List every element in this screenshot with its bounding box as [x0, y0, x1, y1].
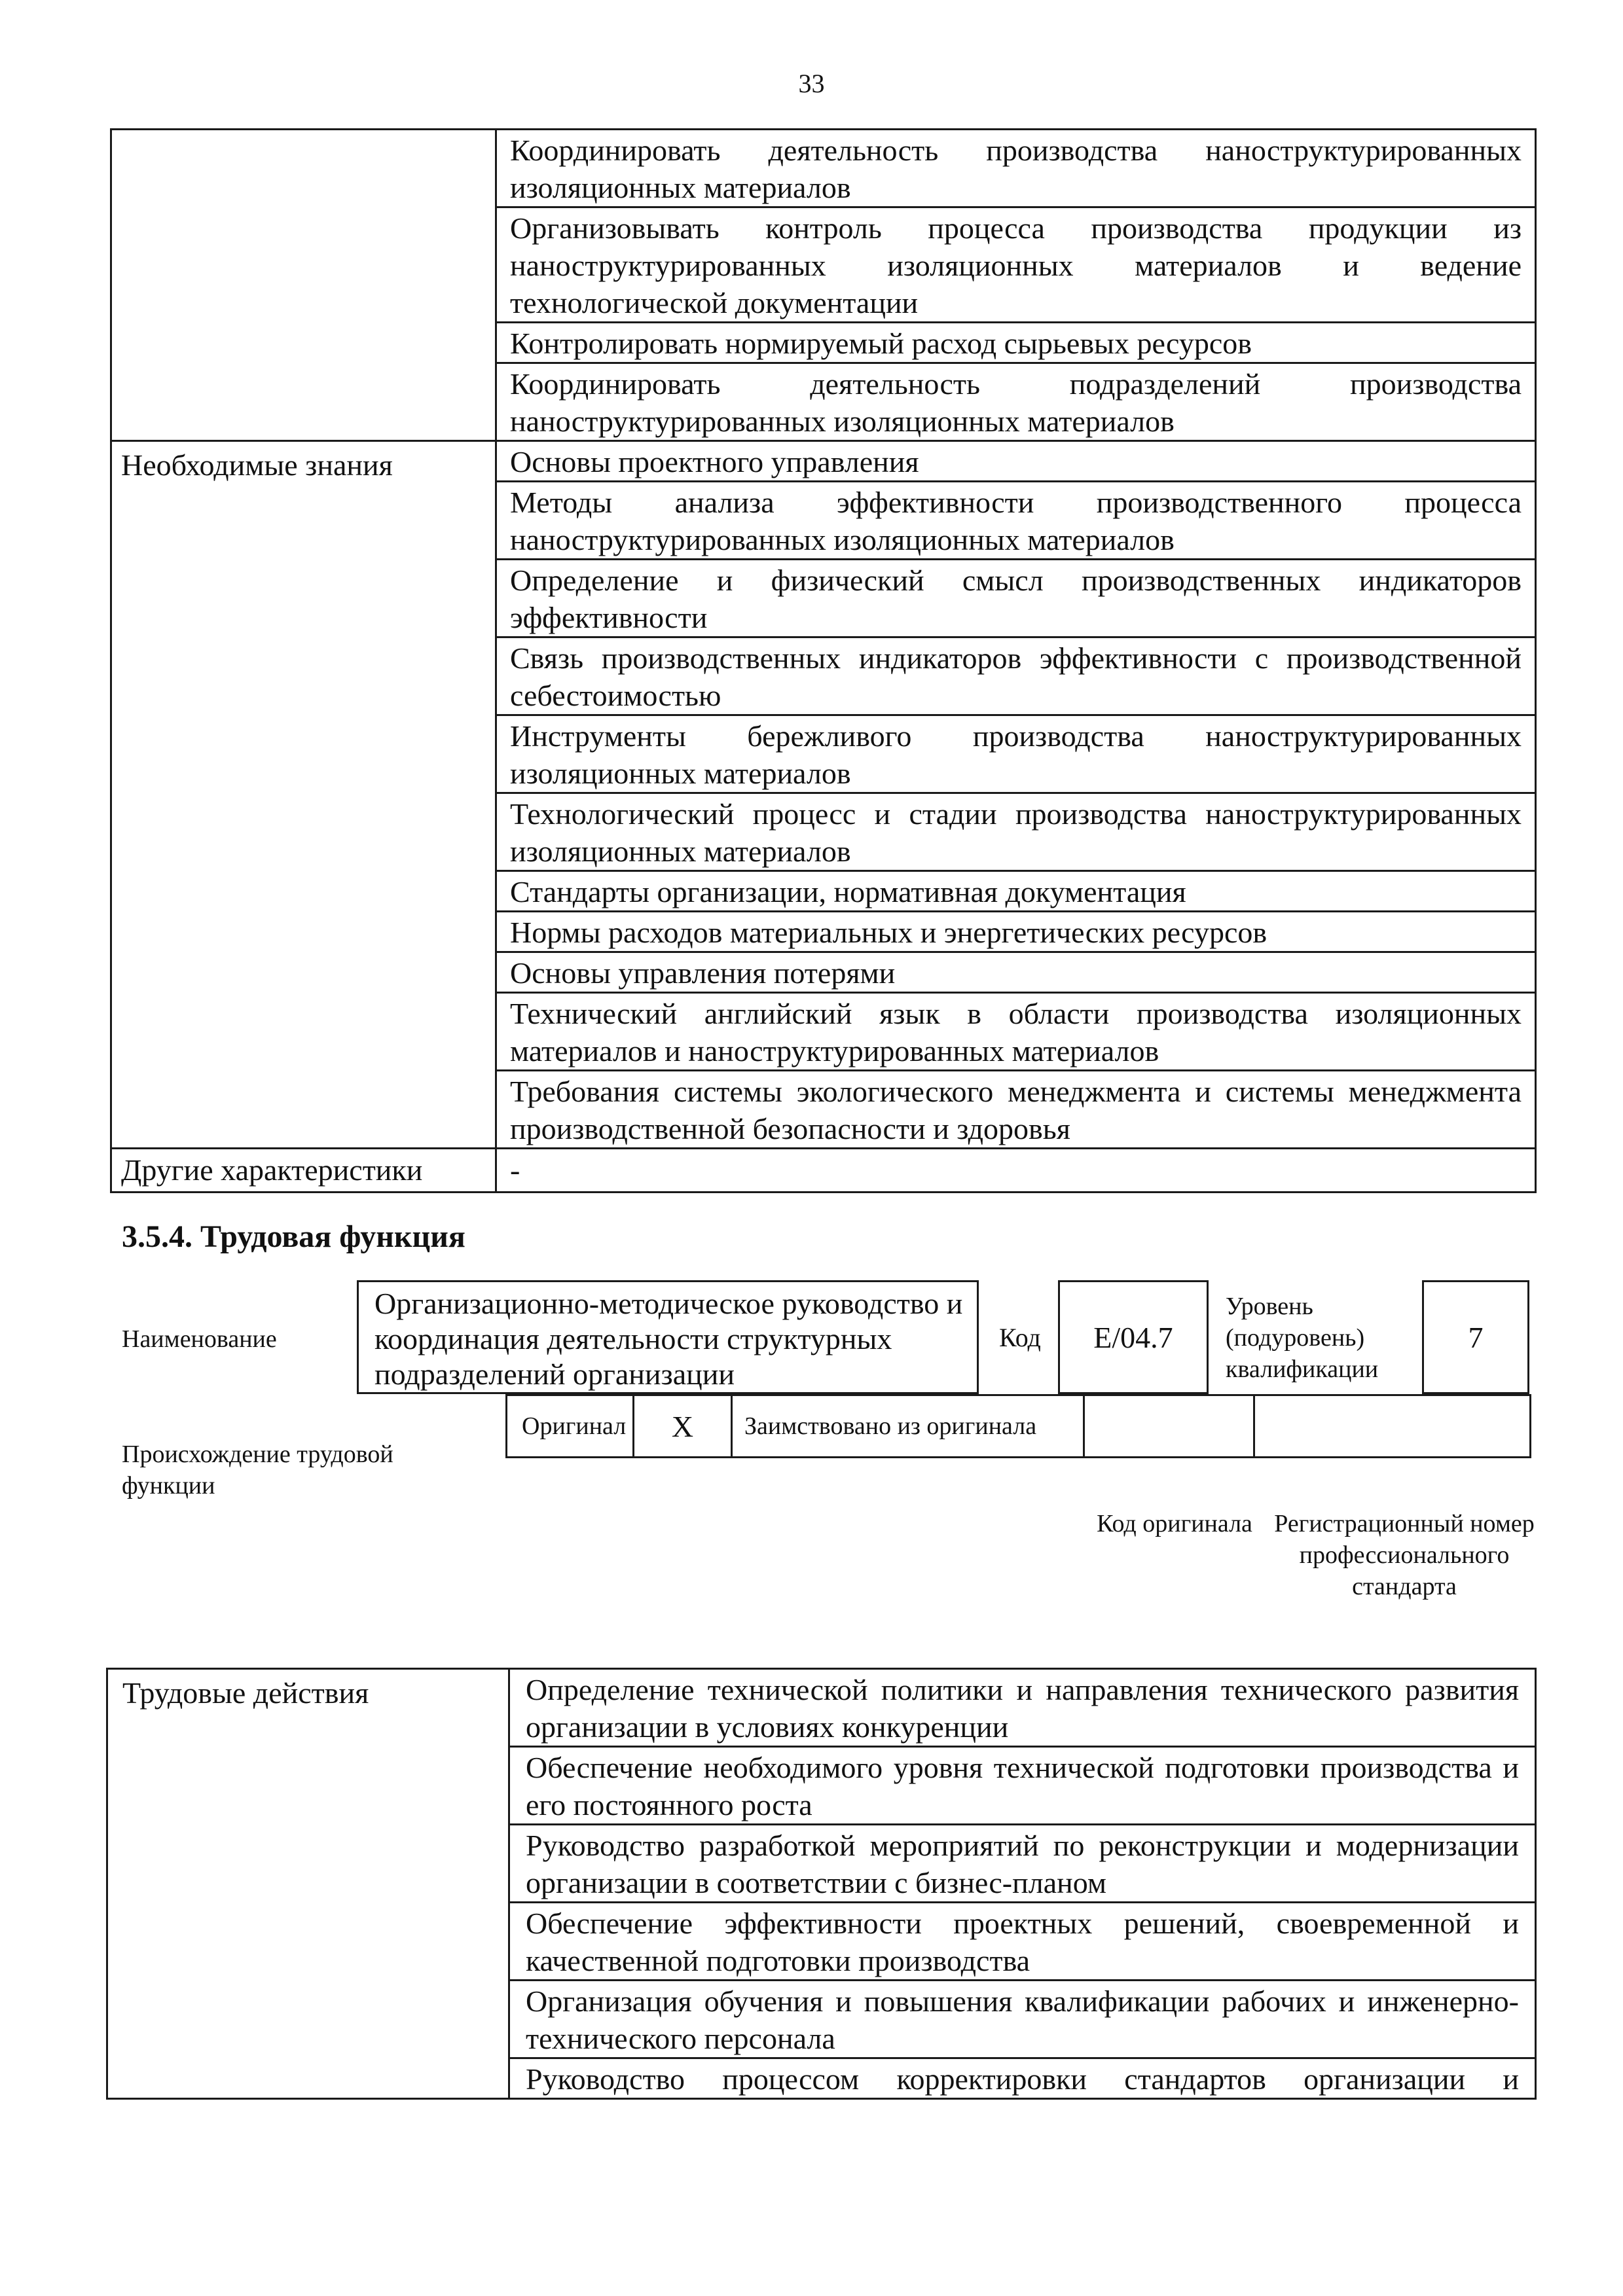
list-item: Требования системы экологического менеджмента и системы менеджмента производственной безопасности и здоровья: [510, 1075, 1522, 1145]
origin-mark: X: [634, 1395, 732, 1458]
list-item: Координировать деятельность подразделений производства наноструктурированных изоляционных материалов: [510, 367, 1522, 438]
list-item: Обеспечение эффективности проектных решений, своевременной и качественной подготовки производства: [510, 1903, 1535, 1981]
list-item: Технологический процесс и стадии производства наноструктурированных изоляционных материалов: [497, 794, 1535, 872]
list-item: Определение и физический смысл производственных индикаторов эффективности: [497, 560, 1535, 638]
list-item: Стандарты организации, нормативная документация: [497, 872, 1535, 912]
function-name-box: Организационно-методическое руководство и координация деятельности структурных подразделений организации: [357, 1280, 979, 1394]
list-item: Основы проектного управления: [497, 442, 1535, 482]
list-item: Технический английский язык в области производства изоляционных материалов и наноструктурированных материалов: [497, 994, 1535, 1071]
list-item: Определение технической политики и направления технического развития организации в условиях конкуренции: [510, 1670, 1535, 1748]
list-item: Нормы расходов материальных и энергетических ресурсов: [497, 912, 1535, 953]
list-item: Организовывать контроль процесса производства продукции из наноструктурированных изоляционных материалов и ведение технологической документации: [497, 208, 1535, 323]
origin-reg-cell: [1254, 1395, 1531, 1458]
level-label: Уровень (подуровень) квалификации: [1226, 1293, 1379, 1383]
other-row: [111, 1149, 1536, 1193]
list-item: Инструменты бережливого производства наноструктурированных изоляционных материалов: [497, 716, 1535, 794]
list-item: Организация обучения и повышения квалификации рабочих и инженерно-технического персонала: [510, 1981, 1535, 2059]
origin-reg-caption: Регистрационный номер профессионального стандарта: [1274, 1510, 1535, 1600]
list-item: Контролировать нормируемый расход сырьевых ресурсов: [497, 323, 1535, 364]
origin-table: [505, 1394, 1531, 1458]
skills-list: [496, 130, 1536, 441]
actions-list: [509, 1669, 1536, 2099]
list-item: Основы управления потерями: [497, 953, 1535, 994]
origin-label: Происхождение трудовой функции: [122, 1441, 393, 1499]
origin-original: Оригинал: [507, 1395, 634, 1458]
origin-code-caption: Код оригинала: [1097, 1510, 1252, 1537]
knowledge-row: [111, 441, 1536, 1149]
list-item: Обеспечение необходимого уровня технической подготовки производства и его постоянного роста: [510, 1748, 1535, 1825]
labor-actions-table: [106, 1668, 1537, 2100]
page-number: 33: [798, 69, 825, 98]
list-item: Координировать деятельность производства наноструктурированных изоляционных материалов: [497, 130, 1535, 208]
origin-borrowed: Заимствовано из оригинала: [732, 1395, 1084, 1458]
actions-row: [107, 1669, 1536, 2099]
list-item: Связь производственных индикаторов эффективности с производственной себестоимостью: [497, 638, 1535, 716]
name-label: Наименование: [122, 1325, 277, 1353]
code-value-box: E/04.7: [1058, 1280, 1209, 1394]
level-value-box: 7: [1422, 1280, 1529, 1394]
list-item: Руководство процессом корректировки стандартов организации и: [526, 2062, 1519, 2096]
origin-code-cell: [1084, 1395, 1254, 1458]
skills-label-cell: [111, 130, 496, 441]
characteristics-table: [110, 128, 1537, 1193]
section-title: 3.5.4. Трудовая функция: [122, 1219, 465, 1254]
list-item: Руководство разработкой мероприятий по реконструкции и модернизации организации в соответствии с бизнес-планом: [510, 1825, 1535, 1903]
list-item: Методы анализа эффективности производственного процесса наноструктурированных изоляционных материалов: [497, 482, 1535, 560]
actions-label: Трудовые действия: [107, 1669, 509, 2099]
knowledge-label: Необходимые знания: [111, 441, 496, 1149]
knowledge-list: [496, 441, 1536, 1149]
code-label: Код: [999, 1323, 1041, 1352]
other-value: -: [496, 1149, 1536, 1193]
skills-row: [111, 130, 1536, 441]
other-label: Другие характеристики: [111, 1149, 496, 1193]
